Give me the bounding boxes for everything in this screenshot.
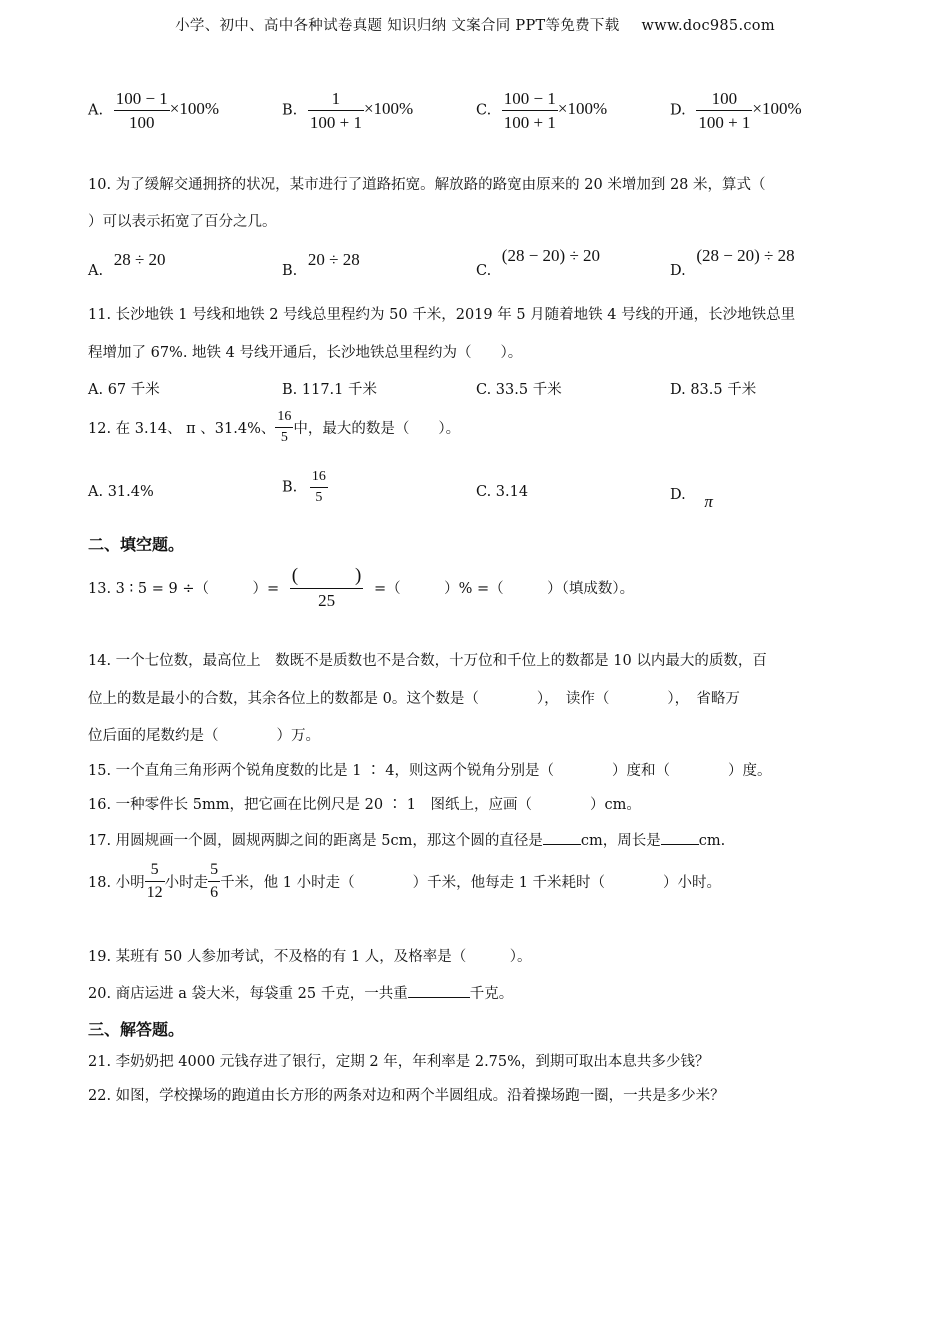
q13-part2: =（ ）% =（ ）（填成数）。: [374, 581, 635, 597]
answer-blank: [661, 830, 699, 845]
suffix: ×100%: [169, 99, 220, 119]
denominator: 100 + 1: [502, 110, 558, 131]
q13-fraction: [290, 566, 364, 609]
option-label: C.: [476, 484, 492, 500]
q10-option-c: [476, 246, 601, 279]
section-3-title: 三、解答题。: [88, 1020, 185, 1039]
header-site: www.doc985.com: [641, 18, 775, 34]
q9-b-fraction: [308, 90, 364, 131]
q12-prefix: 12. 在 3.14、 π 、31.4%、: [88, 421, 276, 437]
option-label: B.: [282, 479, 298, 496]
q18-part1: 18. 小明: [88, 875, 145, 891]
option-label: C.: [476, 102, 492, 119]
q17: [88, 830, 725, 851]
q12-question: [88, 410, 460, 445]
q10-line1: 10. 为了缓解交通拥挤的状况，某市进行了道路拓宽。解放路的路宽由原来的 20 米增加到 28 米，算式（: [88, 177, 766, 193]
numerator: 100 − 1: [503, 89, 556, 108]
option-expr: 28 ÷ 20: [113, 250, 166, 269]
denominator: 12: [145, 881, 165, 901]
q9-d-fraction: [696, 90, 752, 131]
q18-part2: 小时走: [164, 875, 209, 891]
q9-option-b: [282, 90, 413, 131]
option-label: A.: [88, 263, 104, 279]
option-expr: 20 ÷ 28: [307, 250, 360, 269]
denominator: 6: [208, 881, 220, 901]
q10-line2: ）可以表示拓宽了百分之几。: [88, 214, 277, 230]
answer-blank: [408, 983, 470, 998]
numerator: 100: [711, 89, 738, 108]
denominator: 100 + 1: [308, 110, 364, 131]
option-label: B.: [282, 382, 298, 398]
header-text: 小学、初中、高中各种试卷真题 知识归纳 文案合同 PPT等免费下载: [175, 18, 620, 34]
answer-blank: [543, 830, 581, 845]
q13-question: [88, 566, 634, 609]
q20: [88, 983, 513, 1004]
option-label: A.: [88, 484, 104, 500]
q13-part1: 13. 3 ∶ 5 = 9 ÷（ ）=: [88, 581, 280, 597]
option-text: 67 千米: [107, 382, 160, 398]
q18-fraction-2: [208, 862, 220, 901]
q11-option-c: [476, 378, 562, 399]
numerator: 16: [311, 469, 326, 484]
q10-option-a: [88, 250, 166, 279]
option-label: A.: [88, 382, 104, 398]
option-expr: (28 − 20) ÷ 20: [501, 246, 601, 265]
q18-part3: 千米，他 1 小时走（ ）千米，他每走 1 千米耗时（ ）小时。: [220, 875, 722, 891]
q11-option-b: [282, 378, 377, 399]
q18: [88, 862, 721, 901]
q11-option-a: [88, 378, 160, 399]
page-header: [0, 14, 950, 35]
q9-option-a: [88, 90, 219, 131]
q22: 22. 如图，学校操场的跑道由长方形的两条对边和两个半圆组成。沿着操场跑一圈，一共是多少米？: [88, 1088, 725, 1104]
q12-option-a: [88, 484, 154, 500]
q11-line1: 11. 长沙地铁 1 号线和地铁 2 号线总里程约为 50 千米，2019 年 5 月随着地铁 4 号线的开通，长沙地铁总里: [88, 307, 796, 323]
denominator: 5: [310, 487, 328, 505]
option-label: A.: [88, 102, 104, 119]
denominator: 5: [275, 427, 293, 445]
option-text: 33.5 千米: [495, 382, 562, 398]
q10-option-d: [670, 246, 795, 279]
q15: 15. 一个直角三角形两个锐角度数的比是 1 ∶ 4，则这两个锐角分别是（ ）度和（ ）度。: [88, 763, 772, 779]
suffix: ×100%: [557, 99, 608, 119]
option-label: C.: [476, 263, 492, 279]
suffix: ×100%: [752, 99, 802, 119]
q12-option-c: [476, 484, 528, 500]
q14-line2: 位上的数是最小的合数，其余各位上的数都是 0。这个数是（ ）， 读作（ ）， 省略万: [88, 691, 740, 707]
option-text: 3.14: [495, 484, 529, 500]
option-text: π: [704, 492, 713, 511]
q14-line3: 位后面的尾数约是（ ）万。: [88, 728, 320, 744]
q18-fraction-1: [145, 862, 165, 901]
q12-option-b: [282, 470, 328, 505]
q14-line1: 14. 一个七位数，最高位上 数既不是质数也不是合数，十万位和千位上的数都是 10 以内最大的质数，百: [88, 653, 767, 669]
q20-part1: 20. 商店运进 a 袋大米，每袋重 25 千克，一共重: [88, 986, 408, 1002]
option-label: C.: [476, 382, 492, 398]
q9-a-fraction: [114, 90, 170, 131]
numerator: 16: [277, 409, 292, 424]
q20-part2: 千克。: [469, 986, 514, 1002]
q21: 21. 李奶奶把 4000 元钱存进了银行，定期 2 年，年利率是 2.75%，到期可取出本息共多少钱？: [88, 1054, 710, 1070]
option-label: D.: [670, 263, 686, 279]
option-expr: (28 − 20) ÷ 28: [696, 246, 795, 265]
q17-part3: cm.: [698, 833, 726, 849]
option-text: 31.4%: [107, 484, 154, 500]
q12-b-fraction: [310, 470, 328, 505]
q9-c-fraction: [502, 90, 558, 131]
q10-option-b: [282, 250, 360, 279]
q9-option-d: [670, 90, 802, 131]
numerator: 1: [331, 89, 341, 108]
denominator: 100 + 1: [696, 110, 752, 131]
q12-suffix: 中，最大的数是（ ）。: [293, 421, 461, 437]
option-label: D.: [670, 487, 686, 503]
q17-part2: cm，周长是: [580, 833, 661, 849]
option-text: 83.5 千米: [690, 382, 757, 398]
option-label: D.: [670, 102, 686, 119]
q12-fraction: [275, 410, 293, 445]
option-label: D.: [670, 382, 686, 398]
q11-line2: 程增加了 67%. 地铁 4 号线开通后，长沙地铁总里程约为（ ）。: [88, 345, 523, 361]
numerator: 5: [150, 861, 159, 878]
suffix: ×100%: [363, 99, 414, 119]
q17-part1: 17. 用圆规画一个圆，圆规两脚之间的距离是 5cm，那这个圆的直径是: [88, 833, 543, 849]
option-text: 117.1 千米: [301, 382, 377, 398]
option-label: B.: [282, 102, 298, 119]
q9-option-c: [476, 90, 607, 131]
denominator: 100: [114, 110, 170, 131]
q19: 19. 某班有 50 人参加考试，不及格的有 1 人，及格率是（ ）。: [88, 949, 532, 965]
numerator: ( ): [291, 565, 362, 586]
numerator: 100 − 1: [115, 89, 168, 108]
denominator: 25: [290, 588, 364, 609]
q16: 16. 一种零件长 5mm，把它画在比例尺是 20 ∶ 1 图纸上，应画（ ）cm。: [88, 797, 641, 813]
q11-option-d: [670, 378, 756, 399]
section-2-title: 二、填空题。: [88, 535, 185, 554]
option-label: B.: [282, 263, 298, 279]
q12-option-d: [670, 484, 713, 511]
numerator: 5: [210, 861, 219, 878]
